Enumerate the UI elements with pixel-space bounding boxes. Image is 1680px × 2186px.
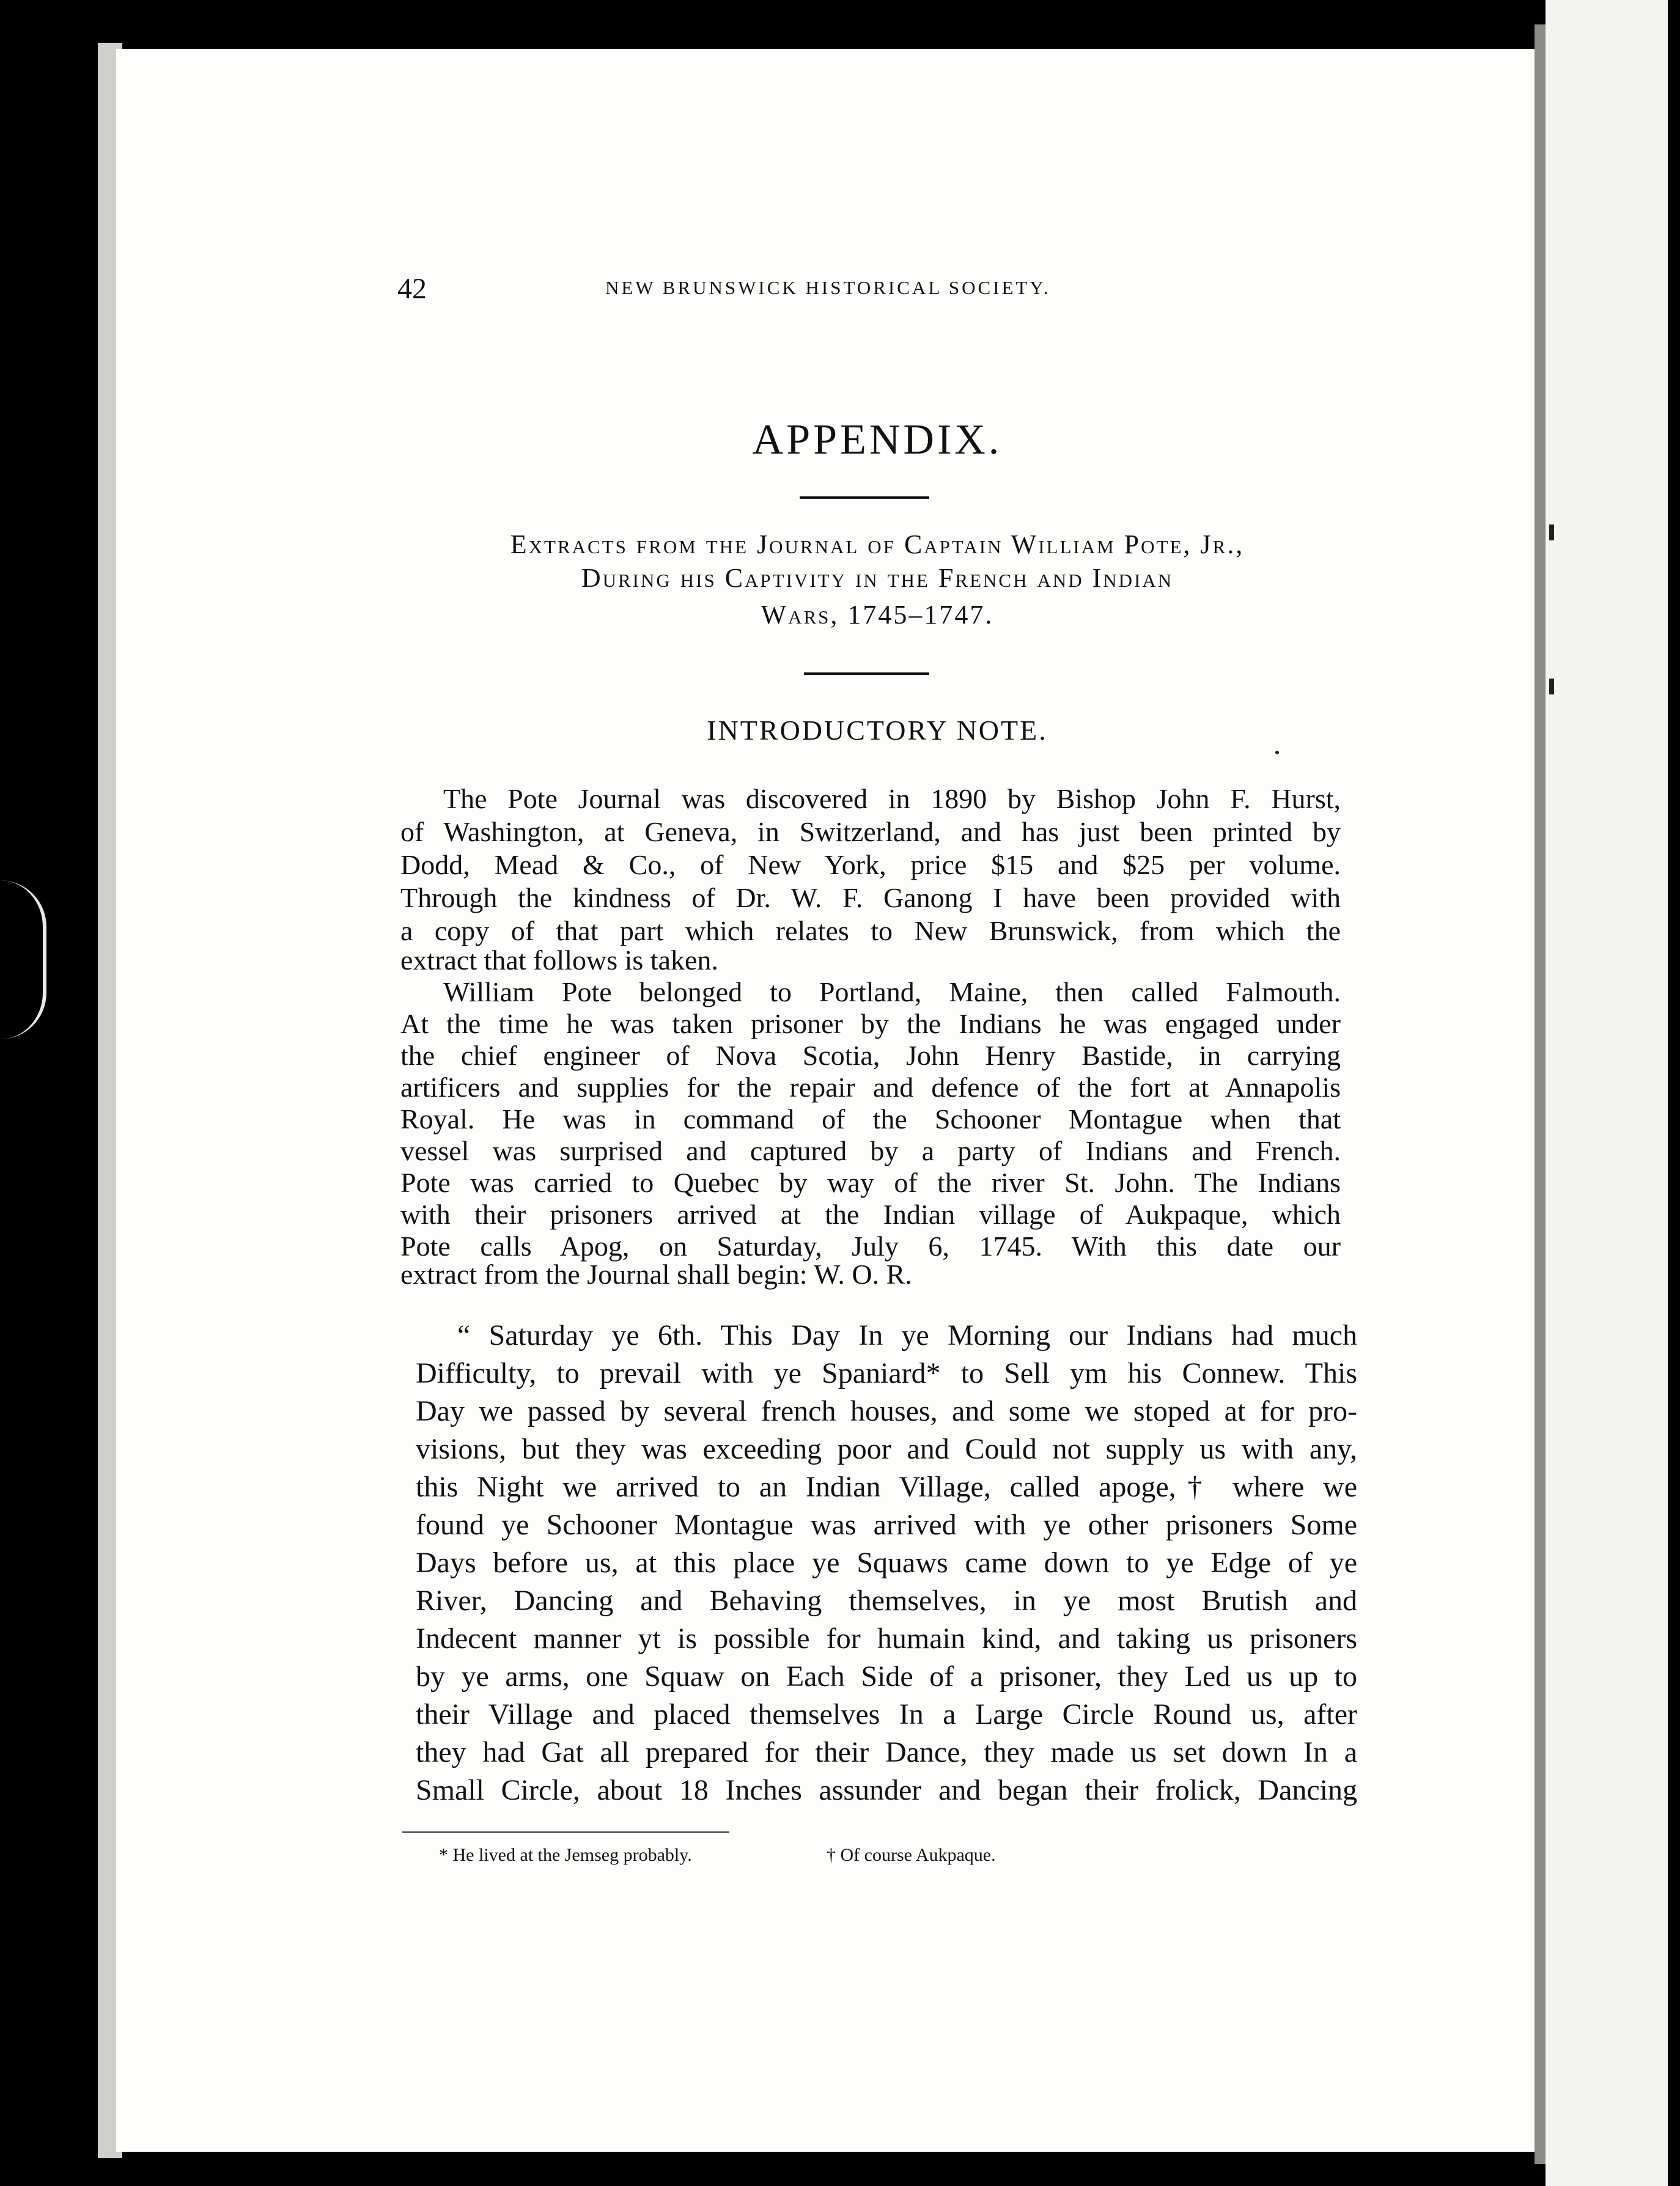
intro-line: with their prisoners arrived at the Indian village of Aukpaque, which xyxy=(400,1199,1341,1230)
scan-edge-shadow xyxy=(0,880,46,1039)
subtitle-line: Wars, 1745–1747. xyxy=(761,600,994,630)
intro-line: the chief engineer of Nova Scotia, John Henry Bastide, in carrying xyxy=(400,1040,1341,1071)
intro-heading: INTRODUCTORY NOTE. xyxy=(707,715,1048,746)
journal-line: visions, but they was exceeding poor and Could not supply us with any, xyxy=(416,1433,1357,1465)
subtitle-rule xyxy=(804,672,929,675)
intro-line: Pote calls Apog, on Saturday, July 6, 1745. With this date our xyxy=(400,1231,1341,1262)
journal-line: this Night we arrived to an Indian Village, called apoge,† where we xyxy=(416,1471,1357,1503)
gutter-shadow xyxy=(1534,24,1546,2164)
journal-line: Day we passed by several french houses, and some we stoped at for pro- xyxy=(416,1395,1357,1427)
intro-line: Dodd, Mead & Co., of New York, price $15 and $25 per volume. xyxy=(400,849,1341,880)
ink-speck xyxy=(1275,751,1279,754)
intro-line: At the time he was taken prisoner by the Indians he was engaged under xyxy=(400,1008,1341,1039)
page-number: 42 xyxy=(397,273,427,305)
intro-line: of Washington, at Geneva, in Switzerland, and has just been printed by xyxy=(400,816,1341,847)
scan-mark xyxy=(1549,524,1554,540)
running-title: NEW BRUNSWICK HISTORICAL SOCIETY. xyxy=(605,277,1051,298)
journal-line: Small Circle, about 18 Inches assunder and began their frolick, Dancing xyxy=(416,1774,1357,1806)
intro-line: extract from the Journal shall begin: W. O. R. xyxy=(400,1259,912,1290)
intro-line: Through the kindness of Dr. W. F. Ganong I have been provided with xyxy=(400,882,1341,913)
facing-page-strip xyxy=(1546,0,1668,2186)
scan-mark xyxy=(1549,679,1554,694)
intro-line: William Pote belonged to Portland, Maine, then called Falmouth. xyxy=(443,976,1341,1007)
subtitle-line: Extracts from the Journal of Captain William Pote, Jr., xyxy=(510,529,1245,559)
footnote: * He lived at the Jemseg probably. xyxy=(439,1845,692,1865)
intro-line: extract that follows is taken. xyxy=(400,944,718,976)
title-rule xyxy=(800,496,929,499)
journal-line: their Village and placed themselves In a Large Circle Round us, after xyxy=(416,1698,1357,1731)
intro-line: Pote was carried to Quebec by way of the river St. John. The Indians xyxy=(400,1167,1341,1198)
intro-line: vessel was surprised and captured by a party of Indians and French. xyxy=(400,1135,1341,1166)
journal-line: found ye Schooner Montague was arrived with ye other prisoners Some xyxy=(416,1509,1357,1541)
journal-line: by ye arms, one Squaw on Each Side of a prisoner, they Led us up to xyxy=(416,1660,1357,1693)
journal-line: Indecent manner yt is possible for humain kind, and taking us prisoners xyxy=(416,1622,1357,1655)
journal-line: River, Dancing and Behaving themselves, in ye most Brutish and xyxy=(416,1584,1357,1617)
journal-line: Days before us, at this place ye Squaws came down to ye Edge of ye xyxy=(416,1547,1357,1579)
appendix-title: APPENDIX. xyxy=(752,416,1003,463)
footnote-rule xyxy=(402,1831,729,1833)
running-head xyxy=(397,272,1510,309)
intro-line: The Pote Journal was discovered in 1890 by Bishop John F. Hurst, xyxy=(443,783,1341,814)
footnote: † Of course Aukpaque. xyxy=(827,1845,996,1865)
subtitle-line: During his Captivity in the French and Indian xyxy=(581,563,1174,593)
journal-line: Difficulty, to prevail with ye Spaniard* to Sell ym his Connew. This xyxy=(416,1357,1357,1389)
intro-line: a copy of that part which relates to New Brunswick, from which the xyxy=(400,915,1341,946)
intro-line: artificers and supplies for the repair and defence of the fort at Annapolis xyxy=(400,1072,1341,1103)
journal-line: they had Gat all prepared for their Dance, they made us set down In a xyxy=(416,1736,1357,1768)
journal-line: “ Saturday ye 6th. This Day In ye Morning our Indians had much xyxy=(457,1319,1357,1352)
intro-line: Royal. He was in command of the Schooner Montague when that xyxy=(400,1103,1341,1135)
